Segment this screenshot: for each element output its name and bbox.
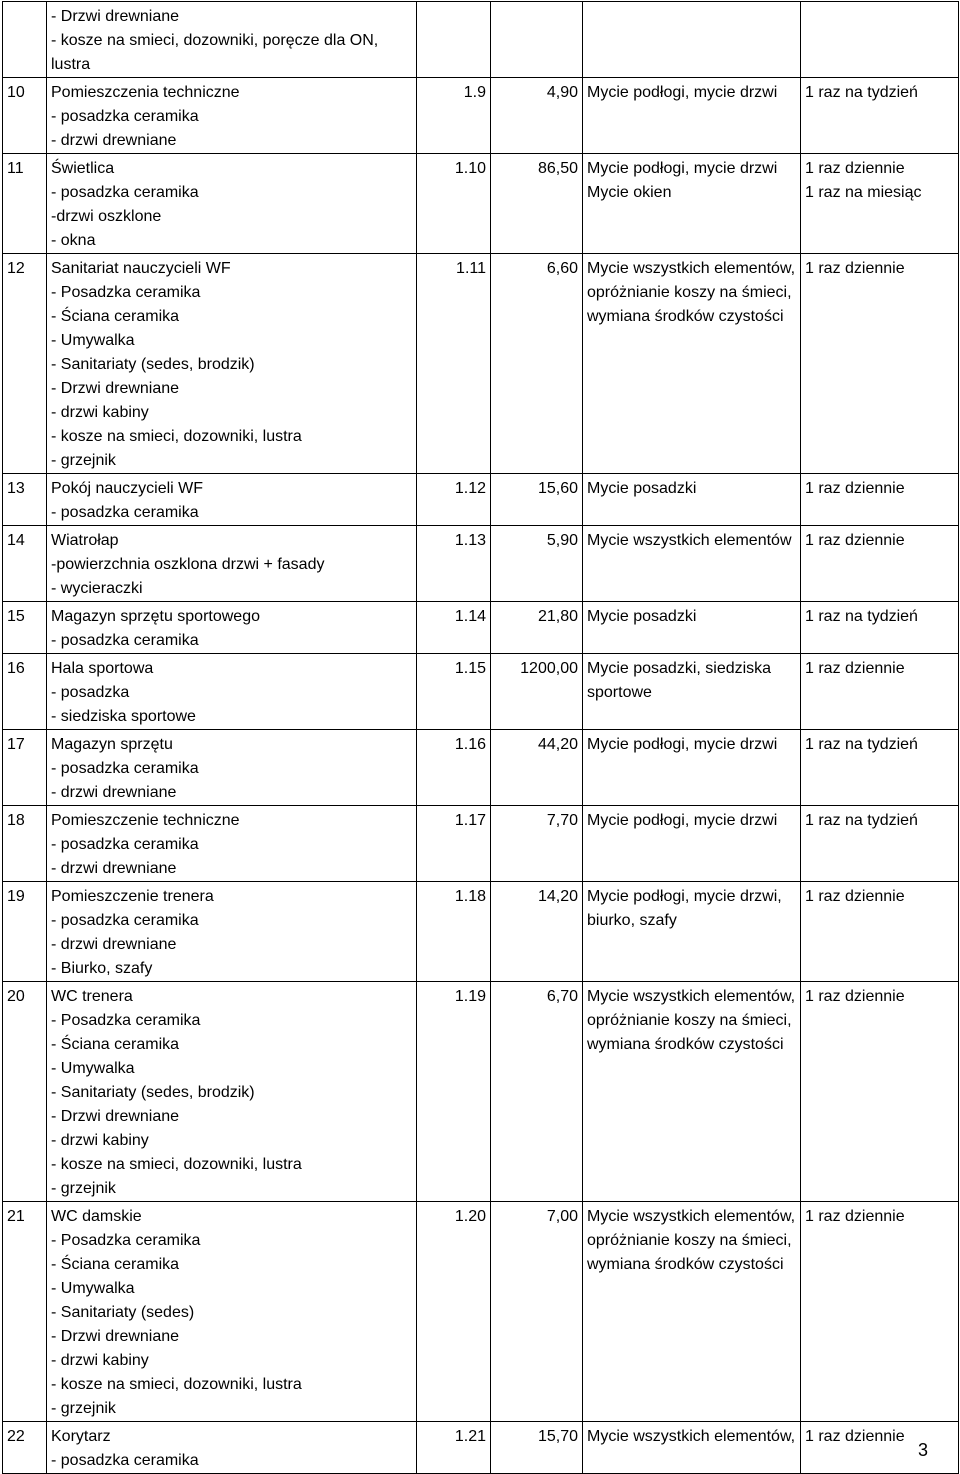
code-value: 1.9 bbox=[463, 84, 486, 101]
area-cell bbox=[491, 1422, 583, 1474]
activity-cell bbox=[583, 1422, 801, 1474]
table-row bbox=[3, 2, 959, 78]
area-value: 44,20 bbox=[537, 736, 578, 753]
code-cell bbox=[417, 154, 491, 254]
activity-cell bbox=[583, 1202, 801, 1422]
activity-text: Mycie podłogi, mycie drzwi bbox=[587, 160, 778, 177]
row-number-cell bbox=[3, 806, 47, 882]
code-value: 1.12 bbox=[454, 480, 486, 497]
area-cell bbox=[491, 78, 583, 154]
activity-text: Mycie wszystkich elementów, opróżnianie koszy na śmieci, wymiana środków czystości bbox=[587, 988, 796, 1053]
activity-text: Mycie podłogi, mycie drzwi bbox=[587, 736, 778, 753]
item-line: - Sanitariaty (sedes, brodzik) bbox=[51, 356, 255, 373]
item-line: - Umywalka bbox=[51, 1060, 135, 1077]
row-number-cell bbox=[3, 78, 47, 154]
code-cell bbox=[417, 526, 491, 602]
table-row bbox=[3, 982, 959, 1202]
items-cell bbox=[47, 1202, 417, 1422]
row-number: 18 bbox=[7, 812, 25, 829]
row-number: 13 bbox=[7, 480, 25, 497]
item-line: - Ściana ceramika bbox=[51, 1256, 180, 1273]
frequency-text: 1 raz dziennie bbox=[805, 1428, 905, 1445]
item-line: Magazyn sprzętu bbox=[51, 736, 173, 753]
table-row bbox=[3, 654, 959, 730]
row-number-cell bbox=[3, 654, 47, 730]
code-cell bbox=[417, 982, 491, 1202]
activity-cell bbox=[583, 982, 801, 1202]
activity-text: Mycie wszystkich elementów, opróżnianie koszy na śmieci, wymiana środków czystości bbox=[587, 1208, 796, 1273]
area-value: 15,60 bbox=[537, 480, 578, 497]
row-number-cell bbox=[3, 1422, 47, 1474]
frequency-text: 1 raz dziennie bbox=[805, 532, 905, 549]
frequency-cell bbox=[801, 982, 959, 1202]
area-cell bbox=[491, 882, 583, 982]
table-row bbox=[3, 526, 959, 602]
area-cell bbox=[491, 602, 583, 654]
item-line: - kosze na smieci, dozowniki, poręcze dla ON, lustra bbox=[51, 32, 379, 73]
code-cell bbox=[417, 2, 491, 78]
code-value: 1.21 bbox=[454, 1428, 486, 1445]
item-line: Pokój nauczycieli WF bbox=[51, 480, 204, 497]
activity-cell bbox=[583, 2, 801, 78]
item-line: - Biurko, szafy bbox=[51, 960, 153, 977]
area-cell bbox=[491, 806, 583, 882]
frequency-cell bbox=[801, 474, 959, 526]
row-number: 21 bbox=[7, 1208, 25, 1225]
row-number: 20 bbox=[7, 988, 25, 1005]
area-cell bbox=[491, 526, 583, 602]
item-line: Sanitariat nauczycieli WF bbox=[51, 260, 231, 277]
frequency-cell bbox=[801, 602, 959, 654]
activity-text: Mycie podłogi, mycie drzwi bbox=[587, 812, 778, 829]
activity-cell bbox=[583, 730, 801, 806]
item-line: - Ściana ceramika bbox=[51, 308, 180, 325]
row-number-cell bbox=[3, 730, 47, 806]
row-number-cell bbox=[3, 602, 47, 654]
area-cell bbox=[491, 474, 583, 526]
items-cell bbox=[47, 602, 417, 654]
code-value: 1.20 bbox=[454, 1208, 486, 1225]
table-row bbox=[3, 78, 959, 154]
area-value: 6,60 bbox=[546, 260, 578, 277]
code-value: 1.16 bbox=[454, 736, 486, 753]
code-cell bbox=[417, 254, 491, 474]
items-cell bbox=[47, 2, 417, 78]
item-line: - Sanitariaty (sedes) bbox=[51, 1304, 195, 1321]
cleaning-schedule-table bbox=[2, 1, 959, 1474]
frequency-cell bbox=[801, 882, 959, 982]
code-cell bbox=[417, 602, 491, 654]
item-line: - posadzka ceramika bbox=[51, 504, 199, 521]
item-line: Świetlica bbox=[51, 160, 115, 177]
frequency-text: 1 raz dziennie bbox=[805, 260, 905, 277]
frequency-text: 1 raz na tydzień bbox=[805, 84, 918, 101]
activity-text: Mycie wszystkich elementów, opróżnianie koszy na śmieci, wymiana środków czystości bbox=[587, 260, 796, 325]
activity-text: Mycie wszystkich elementów bbox=[587, 532, 792, 549]
activity-cell bbox=[583, 154, 801, 254]
frequency-cell bbox=[801, 1422, 959, 1474]
table-row bbox=[3, 474, 959, 526]
frequency-text: 1 raz dziennie bbox=[805, 888, 905, 905]
items-cell bbox=[47, 654, 417, 730]
item-line: - Posadzka ceramika bbox=[51, 1012, 201, 1029]
frequency-text: 1 raz na miesiąc bbox=[805, 184, 922, 201]
frequency-text: 1 raz dziennie bbox=[805, 660, 905, 677]
item-line: - posadzka ceramika bbox=[51, 632, 199, 649]
area-cell bbox=[491, 1202, 583, 1422]
row-number: 16 bbox=[7, 660, 25, 677]
items-cell bbox=[47, 806, 417, 882]
item-line: Pomieszczenie techniczne bbox=[51, 812, 240, 829]
frequency-cell bbox=[801, 526, 959, 602]
code-value: 1.14 bbox=[454, 608, 486, 625]
area-value: 4,90 bbox=[546, 84, 578, 101]
activity-text: Mycie podłogi, mycie drzwi, biurko, szafy bbox=[587, 888, 782, 929]
area-cell bbox=[491, 730, 583, 806]
page-number: 3 bbox=[917, 1440, 928, 1460]
items-cell bbox=[47, 78, 417, 154]
frequency-cell bbox=[801, 654, 959, 730]
code-value: 1.13 bbox=[454, 532, 486, 549]
item-line: WC trenera bbox=[51, 988, 133, 1005]
item-line: - drzwi drewniane bbox=[51, 132, 177, 149]
area-value: 15,70 bbox=[537, 1428, 578, 1445]
item-line: Hala sportowa bbox=[51, 660, 154, 677]
area-value: 6,70 bbox=[546, 988, 578, 1005]
activity-cell bbox=[583, 78, 801, 154]
item-line: - posadzka bbox=[51, 684, 130, 701]
table-row bbox=[3, 882, 959, 982]
code-value: 1.19 bbox=[454, 988, 486, 1005]
frequency-cell bbox=[801, 730, 959, 806]
activity-text: Mycie podłogi, mycie drzwi bbox=[587, 84, 778, 101]
items-cell bbox=[47, 254, 417, 474]
item-line: - grzejnik bbox=[51, 1400, 116, 1417]
frequency-text: 1 raz dziennie bbox=[805, 1208, 905, 1225]
item-line: Pomieszczenia techniczne bbox=[51, 84, 240, 101]
item-line: - Umywalka bbox=[51, 1280, 135, 1297]
code-value: 1.18 bbox=[454, 888, 486, 905]
activity-text: Mycie posadzki bbox=[587, 608, 697, 625]
item-line: - drzwi drewniane bbox=[51, 784, 177, 801]
item-line: - drzwi kabiny bbox=[51, 1132, 149, 1149]
item-line: - kosze na smieci, dozowniki, lustra bbox=[51, 1156, 302, 1173]
frequency-cell bbox=[801, 78, 959, 154]
frequency-cell bbox=[801, 1202, 959, 1422]
item-line: - grzejnik bbox=[51, 1180, 116, 1197]
code-cell bbox=[417, 1202, 491, 1422]
items-cell bbox=[47, 882, 417, 982]
item-line: - posadzka ceramika bbox=[51, 184, 199, 201]
frequency-text: 1 raz dziennie bbox=[805, 480, 905, 497]
row-number-cell bbox=[3, 526, 47, 602]
activity-text: Mycie okien bbox=[587, 184, 672, 201]
frequency-cell bbox=[801, 2, 959, 78]
row-number-cell bbox=[3, 2, 47, 78]
table-row bbox=[3, 254, 959, 474]
area-cell bbox=[491, 2, 583, 78]
table-row bbox=[3, 806, 959, 882]
code-cell bbox=[417, 474, 491, 526]
row-number: 14 bbox=[7, 532, 25, 549]
area-value: 7,70 bbox=[546, 812, 578, 829]
table-row bbox=[3, 730, 959, 806]
item-line: Wiatrołap bbox=[51, 532, 119, 549]
row-number: 15 bbox=[7, 608, 25, 625]
item-line: - drzwi kabiny bbox=[51, 1352, 149, 1369]
row-number: 22 bbox=[7, 1428, 25, 1445]
area-value: 7,00 bbox=[546, 1208, 578, 1225]
item-line: - Posadzka ceramika bbox=[51, 1232, 201, 1249]
area-cell bbox=[491, 254, 583, 474]
item-line: - wycieraczki bbox=[51, 580, 143, 597]
item-line: Magazyn sprzętu sportowego bbox=[51, 608, 260, 625]
row-number-cell bbox=[3, 254, 47, 474]
code-cell bbox=[417, 882, 491, 982]
area-value: 21,80 bbox=[537, 608, 578, 625]
frequency-cell bbox=[801, 154, 959, 254]
table-row bbox=[3, 1202, 959, 1422]
item-line: - Drzwi drewniane bbox=[51, 1328, 180, 1345]
row-number-cell bbox=[3, 474, 47, 526]
row-number: 11 bbox=[7, 160, 24, 177]
frequency-text: 1 raz dziennie bbox=[805, 160, 905, 177]
area-value: 5,90 bbox=[546, 532, 578, 549]
item-line: - posadzka ceramika bbox=[51, 1452, 199, 1469]
item-line: - Posadzka ceramika bbox=[51, 284, 201, 301]
items-cell bbox=[47, 526, 417, 602]
item-line: - posadzka ceramika bbox=[51, 836, 199, 853]
items-cell bbox=[47, 730, 417, 806]
item-line: - drzwi drewniane bbox=[51, 936, 177, 953]
frequency-text: 1 raz na tydzień bbox=[805, 736, 918, 753]
item-line: - Drzwi drewniane bbox=[51, 380, 180, 397]
frequency-cell bbox=[801, 806, 959, 882]
item-line: - posadzka ceramika bbox=[51, 760, 199, 777]
row-number: 12 bbox=[7, 260, 25, 277]
activity-cell bbox=[583, 654, 801, 730]
items-cell bbox=[47, 1422, 417, 1474]
item-line: - siedziska sportowe bbox=[51, 708, 196, 725]
item-line: - drzwi kabiny bbox=[51, 404, 149, 421]
activity-cell bbox=[583, 526, 801, 602]
activity-cell bbox=[583, 254, 801, 474]
frequency-text: 1 raz na tydzień bbox=[805, 812, 918, 829]
row-number-cell bbox=[3, 982, 47, 1202]
area-cell bbox=[491, 654, 583, 730]
row-number-cell bbox=[3, 882, 47, 982]
area-value: 1200,00 bbox=[520, 660, 578, 677]
item-line: - Drzwi drewniane bbox=[51, 1108, 180, 1125]
activity-cell bbox=[583, 474, 801, 526]
activity-cell bbox=[583, 882, 801, 982]
item-line: - Umywalka bbox=[51, 332, 135, 349]
code-value: 1.15 bbox=[454, 660, 486, 677]
row-number: 19 bbox=[7, 888, 25, 905]
item-line: - Drzwi drewniane bbox=[51, 8, 180, 25]
item-line: - Ściana ceramika bbox=[51, 1036, 180, 1053]
item-line: - kosze na smieci, dozowniki, lustra bbox=[51, 428, 302, 445]
activity-cell bbox=[583, 602, 801, 654]
code-value: 1.17 bbox=[454, 812, 486, 829]
item-line: -powierzchnia oszklona drzwi + fasady bbox=[51, 556, 325, 573]
item-line: Korytarz bbox=[51, 1428, 111, 1445]
activity-text: Mycie posadzki, siedziska sportowe bbox=[587, 660, 772, 701]
row-number: 10 bbox=[7, 84, 25, 101]
area-value: 86,50 bbox=[537, 160, 578, 177]
table-row bbox=[3, 602, 959, 654]
code-cell bbox=[417, 654, 491, 730]
row-number-cell bbox=[3, 154, 47, 254]
row-number: 17 bbox=[7, 736, 25, 753]
code-cell bbox=[417, 730, 491, 806]
frequency-cell bbox=[801, 254, 959, 474]
item-line: WC damskie bbox=[51, 1208, 142, 1225]
item-line: Pomieszczenie trenera bbox=[51, 888, 214, 905]
table-row bbox=[3, 1422, 959, 1474]
item-line: - posadzka ceramika bbox=[51, 912, 199, 929]
code-cell bbox=[417, 1422, 491, 1474]
items-cell bbox=[47, 474, 417, 526]
item-line: -drzwi oszklone bbox=[51, 208, 162, 225]
area-cell bbox=[491, 982, 583, 1202]
code-value: 1.10 bbox=[454, 160, 486, 177]
item-line: - posadzka ceramika bbox=[51, 108, 199, 125]
item-line: - Sanitariaty (sedes, brodzik) bbox=[51, 1084, 255, 1101]
item-line: - okna bbox=[51, 232, 96, 249]
activity-cell bbox=[583, 806, 801, 882]
code-cell bbox=[417, 78, 491, 154]
row-number-cell bbox=[3, 1202, 47, 1422]
item-line: - kosze na smieci, dozowniki, lustra bbox=[51, 1376, 302, 1393]
code-value: 1.11 bbox=[456, 260, 486, 277]
area-cell bbox=[491, 154, 583, 254]
table-row bbox=[3, 154, 959, 254]
activity-text: Mycie wszystkich elementów, bbox=[587, 1428, 796, 1445]
item-line: - drzwi drewniane bbox=[51, 860, 177, 877]
code-cell bbox=[417, 806, 491, 882]
items-cell bbox=[47, 154, 417, 254]
frequency-text: 1 raz dziennie bbox=[805, 988, 905, 1005]
area-value: 14,20 bbox=[537, 888, 578, 905]
item-line: - grzejnik bbox=[51, 452, 116, 469]
items-cell bbox=[47, 982, 417, 1202]
activity-text: Mycie posadzki bbox=[587, 480, 697, 497]
frequency-text: 1 raz na tydzień bbox=[805, 608, 918, 625]
